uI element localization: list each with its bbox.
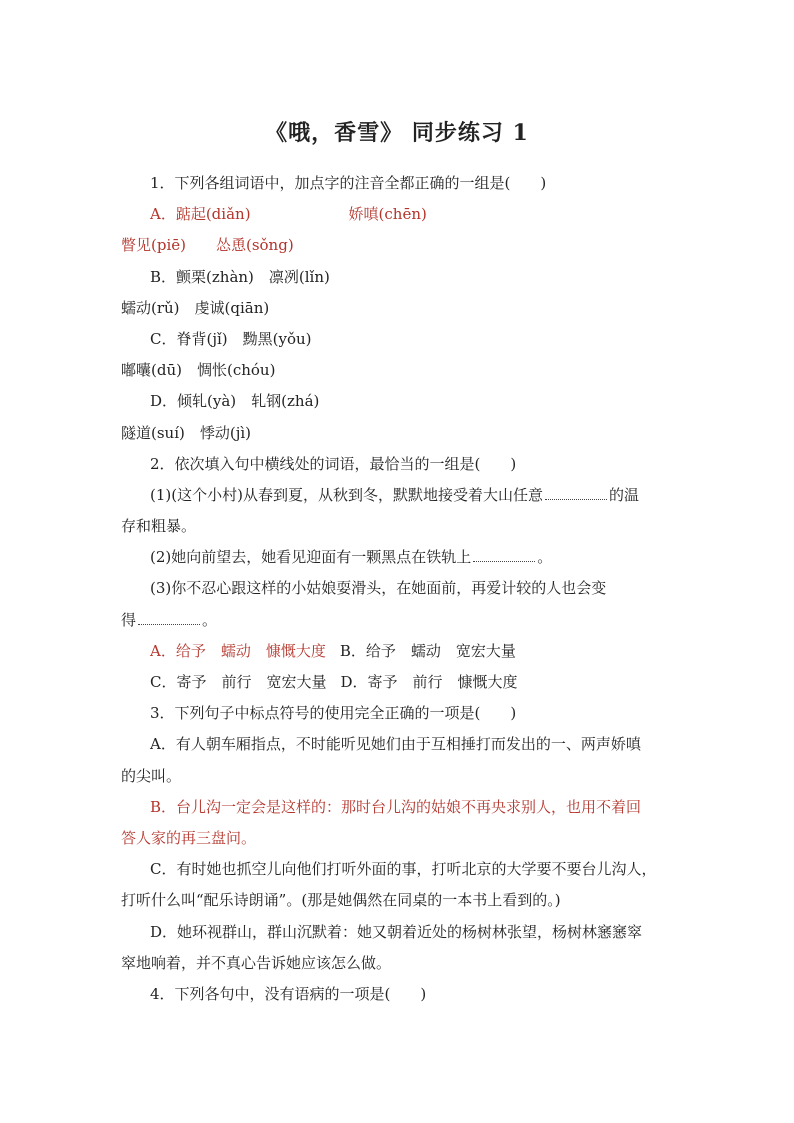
q3-option-a-line2: 的尖叫。: [121, 766, 182, 785]
q1-option-c-line1: C．脊背(jǐ) 黝黑(yǒu): [150, 329, 312, 348]
q2-option-d: D．寄予 前行 慷慨大度: [340, 673, 518, 691]
q2-option-c: C．寄予 前行 宽宏大量: [150, 673, 327, 691]
q3-option-b-line1: B．台儿沟一定会是这样的：那时台儿沟的姑娘不再央求别人，也用不着回: [150, 797, 642, 816]
q2-s3-head: 得: [121, 610, 137, 629]
q3-option-c-line1: C．有时她也抓空儿向他们打听外面的事，打听北京的大学要不要台儿沟人，: [150, 860, 657, 879]
q3-option-c-line2: 打听什么叫“配乐诗朗诵”。(那是她偶然在同桌的一本书上看到的。): [121, 891, 561, 910]
q3-stem: 3．下列句子中标点符号的使用完全正确的一项是( ): [150, 704, 517, 723]
q3-option-b-line2: 答人家的再三盘问。: [121, 828, 257, 847]
fill-blank-1: [545, 485, 607, 500]
q2-s2-text: (2)她向前望去，她看见迎面有一颗黑点在铁轨上: [150, 548, 472, 567]
q2-options-cd: [121, 667, 681, 698]
q2-s2-tail: 。: [537, 548, 553, 567]
page-title: 《哦，香雪》 同步练习 1: [265, 120, 529, 146]
q1-option-a-line1: [121, 199, 681, 230]
q1-stem: 1．下列各组词语中，加点字的注音全都正确的一组是( ): [150, 174, 547, 192]
q1-option-b-line2: 蠕动(rǔ) 虔诚(qiān): [121, 298, 270, 317]
q2-sentence-1-cont: 存和粗暴。: [121, 517, 197, 536]
fill-blank-3: [138, 610, 200, 625]
q4-stem: 4．下列各句中，没有语病的一项是( ): [150, 984, 427, 1003]
q3-option-a-line1: A．有人朝车厢指点，不时能听见她们由于互相捶打而发出的一、两声娇嗔: [150, 735, 641, 754]
q2-option-a: A．给予 蠕动 慷慨大度: [150, 641, 326, 660]
q1-option-c-line2: 嘟囔(dū) 惆怅(chóu): [121, 361, 276, 380]
q1-option-a-part2: 娇嗔(chēn): [348, 205, 427, 224]
q2-s1-text: (1)(这个小村)从春到夏，从秋到冬，默默地接受着大山任意: [150, 485, 543, 504]
q1-option-a-line2: 瞥见(piē) 怂恿(sǒng): [121, 236, 294, 255]
exercise-content: [121, 168, 681, 1010]
fill-blank-2: [473, 547, 535, 562]
q1-option-a-part1: A．踮起(diǎn): [150, 205, 251, 224]
q3-option-d-line2: 窣地响着，并不真心告诉她应该怎么做。: [121, 953, 392, 972]
q3-option-d-line1: D．她环视群山，群山沉默着：她又朝着近处的杨树林张望，杨树林窸窸窣: [150, 922, 643, 941]
q2-sentence-3-cont: [121, 605, 681, 636]
q1-option-b-line1: B．颤栗(zhàn) 凛冽(lǐn): [150, 267, 330, 286]
q2-options-ab: [121, 636, 681, 667]
q2-s3-tail: 。: [202, 610, 218, 629]
q2-stem: 2．依次填入句中横线处的词语，最恰当的一组是( ): [150, 454, 517, 473]
q2-option-b: B．给予 蠕动 宽宏大量: [339, 641, 516, 660]
q2-sentence-1: [121, 480, 681, 511]
q2-s1-tail: 的温: [608, 485, 639, 504]
q2-sentence-2: [121, 542, 681, 573]
q1-option-d-line2: 隧道(suí) 悸动(jì): [121, 423, 252, 442]
q2-sentence-3: (3)你不忍心跟这样的小姑娘耍滑头，在她面前，再爱计较的人也会变: [150, 579, 607, 598]
q1-option-d-line1: D．倾轧(yà) 轧钢(zhá): [150, 392, 320, 411]
